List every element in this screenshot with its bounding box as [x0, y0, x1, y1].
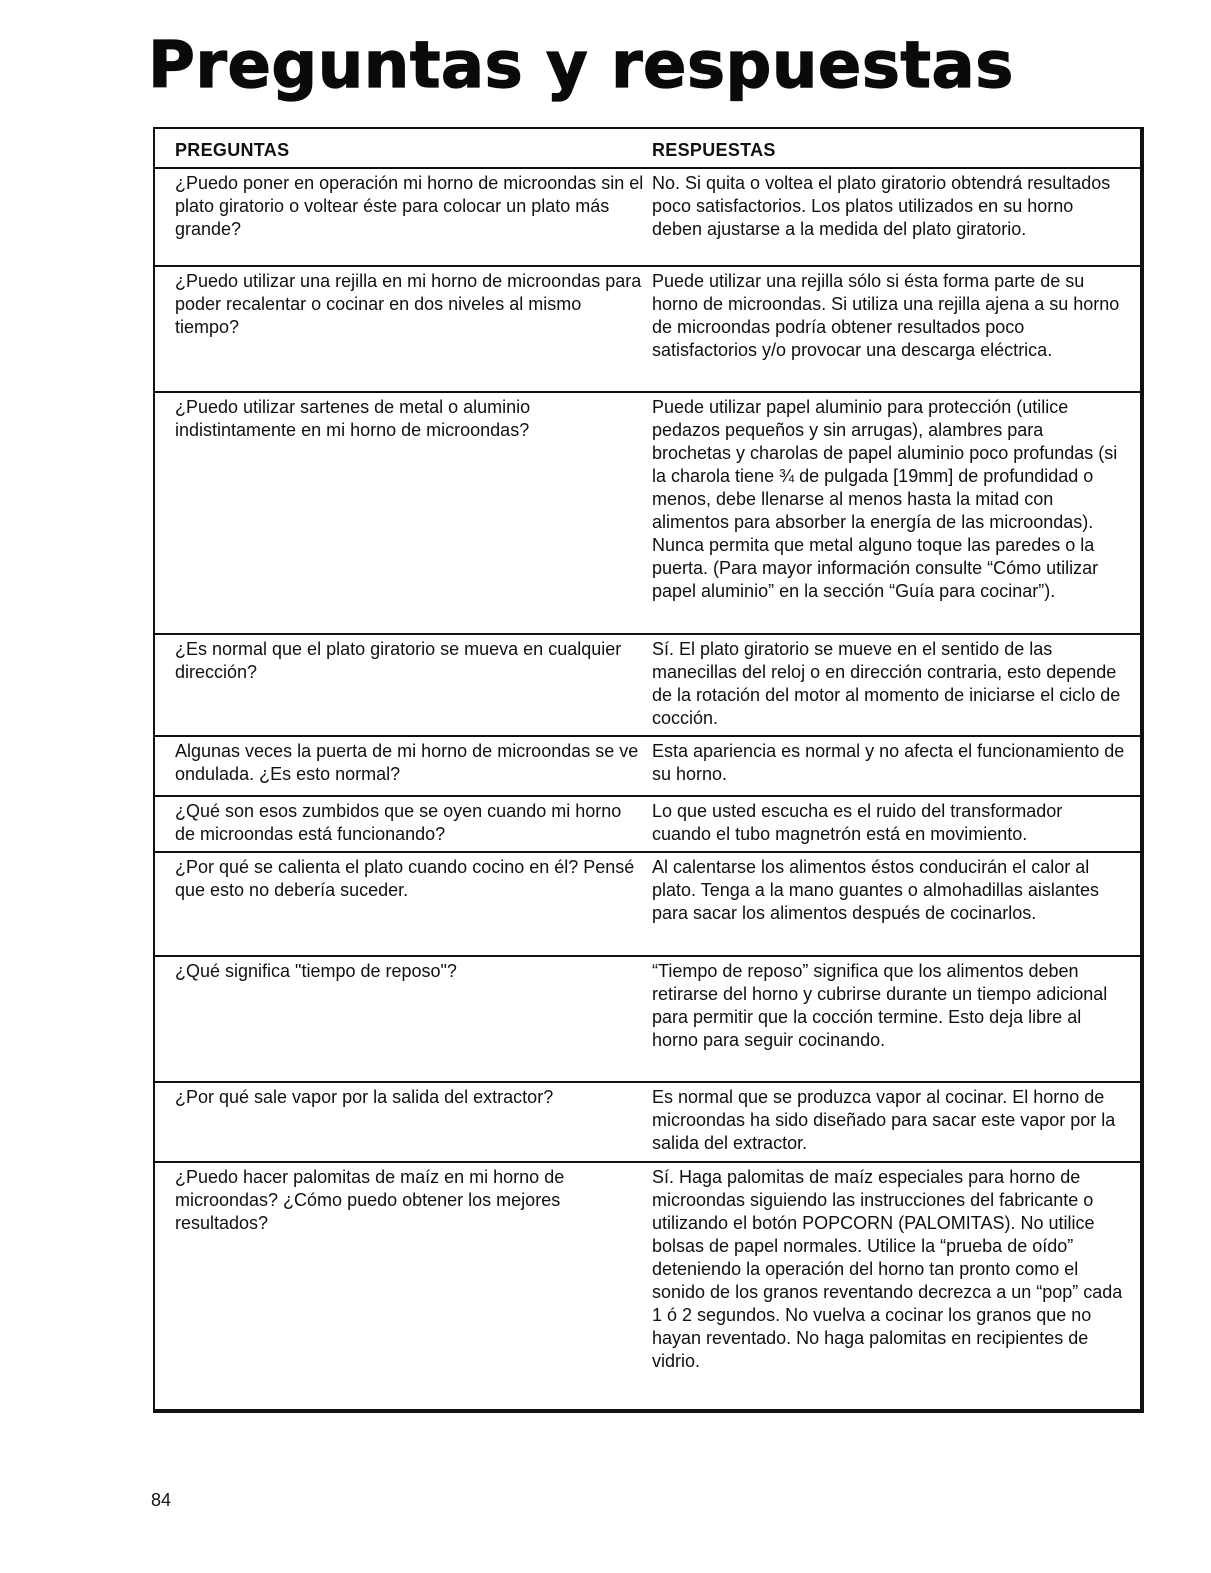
table-row — [155, 635, 1140, 737]
answer-cell: Lo que usted escucha es el ruido del transformador cuando el tubo magnetrón está en movimiento. — [652, 801, 1063, 844]
qa-table — [153, 127, 1144, 1413]
answers-column-header: RESPUESTAS — [652, 140, 776, 160]
answer-cell: Esta apariencia es normal y no afecta el funcionamiento de su horno. — [652, 741, 1125, 784]
question-cell: ¿Es normal que el plato giratorio se mueva en cualquier dirección? — [175, 639, 622, 682]
table-row — [155, 393, 1140, 635]
question-cell: ¿Qué son esos zumbidos que se oyen cuando mi horno de microondas está funcionando? — [175, 801, 622, 844]
answer-cell: Es normal que se produzca vapor al cocinar. El horno de microondas ha sido diseñado para sacar este vapor por la salida del extractor. — [652, 1087, 1116, 1153]
page-number: 84 — [151, 1490, 172, 1510]
table-row — [155, 797, 1140, 853]
answer-cell: Sí. Haga palomitas de maíz especiales para horno de microondas siguiendo las instrucciones del fabricante o utilizando el botón POPCORN (PALOMITAS). No utilice bolsas de papel normales. Utilice la “prueba de oído” deteniendo la operación del horno tan pronto como el sonido de los granos reventando decrezca a un “pop” cada 1 ó 2 segundos. No vuelva a cocinar los granos que no hayan reventado. No haga palomitas en recipientes de vidrio. — [652, 1167, 1123, 1371]
table-header — [155, 129, 1140, 169]
question-cell: ¿Puedo hacer palomitas de maíz en mi horno de microondas? ¿Cómo puedo obtener los mejores resultados? — [175, 1167, 565, 1233]
answer-cell: Puede utilizar una rejilla sólo si ésta forma parte de su horno de microondas. Si utiliza una rejilla ajena a su horno de microondas podría obtener resultados poco satisfactorios y/o provocar una descarga eléctrica. — [652, 271, 1120, 360]
table-row — [155, 169, 1140, 267]
table-row — [155, 853, 1140, 957]
question-cell: ¿Por qué se calienta el plato cuando cocino en él? Pensé que esto no debería suceder. — [175, 857, 635, 900]
answer-cell: Sí. El plato giratorio se mueve en el sentido de las manecillas del reloj o en dirección contraria, esto depende de la rotación del motor al momento de iniciarse el ciclo de cocción. — [652, 639, 1121, 728]
answer-cell: No. Si quita o voltea el plato giratorio obtendrá resultados poco satisfactorios. Los platos utilizados en su horno deben ajustarse a la medida del plato giratorio. — [652, 173, 1111, 239]
question-cell: ¿Puedo utilizar sartenes de metal o aluminio indistintamente en mi horno de microondas? — [175, 397, 531, 440]
answer-cell: Puede utilizar papel aluminio para protección (utilice pedazos pequeños y sin arrugas), alambres para brochetas y charolas de papel aluminio poco profundas (si la charola tiene ¾ de pulgada [19mm] de profundidad o menos, debe llenarse al menos hasta la mitad con alimentos para absorber la energía de las microondas). Nunca permita que metal alguno toque las paredes o la puerta. (Para mayor información consulte “Cómo utilizar papel aluminio” en la sección “Guía para cocinar”). — [652, 397, 1118, 601]
table-row — [155, 957, 1140, 1083]
question-cell: Algunas veces la puerta de mi horno de microondas se ve ondulada. ¿Es esto normal? — [175, 741, 639, 784]
table-row — [155, 1163, 1140, 1409]
table-row — [155, 737, 1140, 797]
answer-cell: Al calentarse los alimentos éstos conducirán el calor al plato. Tenga a la mano guantes o almohadillas aislantes para sacar los alimentos después de cocinarlos. — [652, 857, 1099, 923]
question-cell: ¿Puedo poner en operación mi horno de microondas sin el plato giratorio o voltear éste para colocar un plato más grande? — [175, 173, 644, 239]
questions-column-header: PREGUNTAS — [175, 140, 290, 160]
question-cell: ¿Puedo utilizar una rejilla en mi horno de microondas para poder recalentar o cocinar en dos niveles al mismo tiempo? — [175, 271, 642, 337]
page-title: Preguntas y respuestas — [148, 29, 1014, 103]
question-cell: ¿Por qué sale vapor por la salida del extractor? — [175, 1087, 554, 1107]
question-cell: ¿Qué significa "tiempo de reposo"? — [175, 961, 457, 981]
table-row — [155, 1083, 1140, 1163]
table-row — [155, 267, 1140, 393]
answer-cell: “Tiempo de reposo” significa que los alimentos deben retirarse del horno y cubrirse durante un tiempo adicional para permitir que la cocción termine. Esto deja libre al horno para seguir cocinando. — [652, 961, 1108, 1050]
